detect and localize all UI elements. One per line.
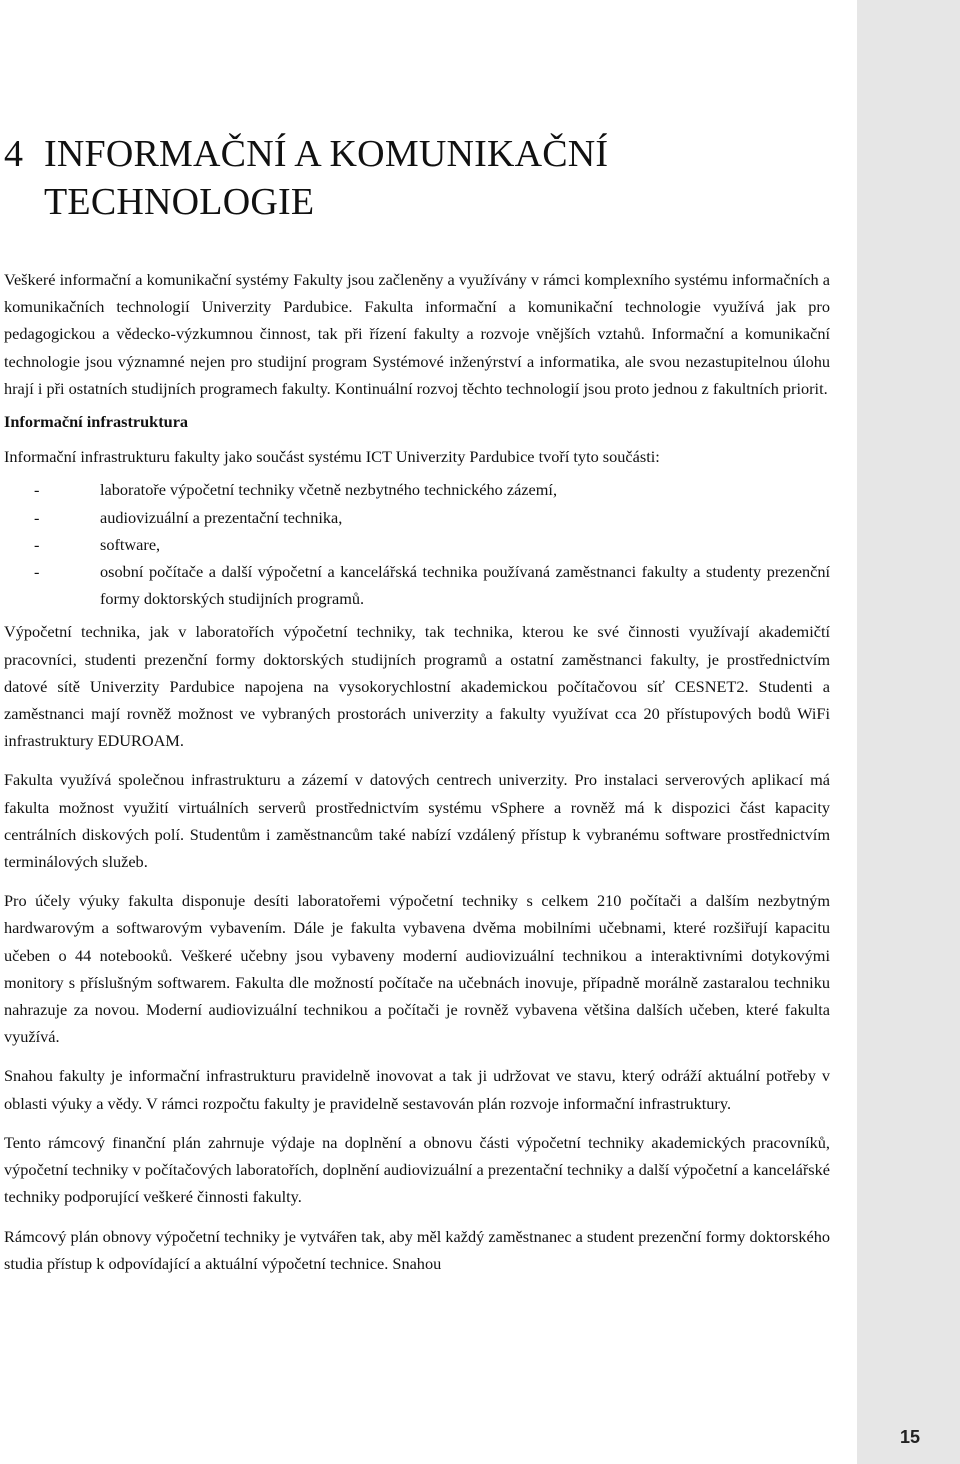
page-margin-strip: [857, 0, 960, 1464]
list-bullet: -: [34, 507, 40, 527]
section-heading: Informační infrastruktura: [4, 412, 189, 432]
chapter-title: [4, 130, 830, 226]
list-item: [4, 531, 830, 558]
intro-paragraph: Veškeré informační a komunikační systémy Fakulty jsou začleněny a využívány v rámci komplexního systému informačních a komunikačních technologií Univerzity Pardubice. Fakulta informační a komunikační technologie využívá jak pro pedagogickou a vědecko-výzkumnou činnost, tak při řízení fakulty a rozvoje vnějších vztahů. Informační a komunikační technologie jsou významné nejen pro studijní program Systémové inženýrství a informatika, ale svou nezastupitelnou úlohu hrají i při ostatních studijních programech fakulty. Kontinuální rozvoj těchto technologií jsou proto jednou z fakultních priorit.: [4, 270, 830, 398]
page-content: [4, 0, 830, 1277]
list-item: [4, 476, 830, 503]
body-paragraph: Snahou fakulty je informační infrastrukturu pravidelně inovovat a tak ji udržovat ve stavu, který odráží aktuální potřeby v oblasti výuky a vědy. V rámci rozpočtu fakulty je pravidelně sestavován plán rozvoje informační infrastruktury.: [4, 1066, 830, 1113]
section-intro: Informační infrastrukturu fakulty jako součást systému ICT Univerzity Pardubice tvoří tyto součásti:: [4, 447, 660, 467]
list-item: [4, 504, 830, 531]
chapter-title-text: INFORMAČNÍ A KOMUNIKAČNÍ TECHNOLOGIE: [44, 133, 609, 223]
list-bullet: -: [34, 480, 40, 500]
list-item-text: audiovizuální a prezentační technika,: [100, 507, 343, 527]
body-paragraph: Tento rámcový finanční plán zahrnuje výdaje na doplnění a obnovu části výpočetní techniky akademických pracovníků, výpočetní techniky v počítačových laboratořích, doplnění audiovizuální a prezentační techniky a další výpočetní a kancelářské techniky podporující veškeré činnosti fakulty.: [4, 1132, 830, 1207]
list-item-text: laboratoře výpočetní techniky včetně nezbytného technického zázemí,: [100, 480, 558, 500]
list-item: [4, 558, 830, 612]
chapter-number: 4: [4, 133, 24, 175]
list-item-text: software,: [100, 534, 161, 554]
list-bullet: -: [34, 534, 40, 554]
component-list: [4, 476, 830, 612]
body-paragraph: Pro účely výuky fakulta disponuje desíti laboratořemi výpočetní techniky s celkem 210 počítači a dalším nezbytným hardwarovým a softwarovým vybavením. Dále je fakulta vybavena dvěma mobilními učebnami, které rozšiřují kapacitu učeben o 44 notebooků. Veškeré učebny jsou vybaveny moderní audiovizuální technikou a interaktivními dotykovými monitory s příslušným softwarem. Fakulta dle možností počítače na učebnách inovuje, případně morálně zastaralou techniku nahrazuje za novou. Moderní audiovizuální technikou a počítači je rovněž vybavena většina dalších učeben, které fakulta využívá.: [4, 891, 830, 1047]
body-paragraph: Výpočetní technika, jak v laboratořích výpočetní techniky, tak technika, kterou ke své činnosti využívají akademičtí pracovníci, studenti prezenční formy doktorských studijních programů a ostatní zaměstnanci fakulty, je prostřednictvím datové sítě Univerzity Pardubice napojena na vysokorychlostní akademickou počítačovou síť CESNET2. Studenti a zaměstnanci mají rovněž možnost ve vybraných prostorách univerzity a fakulty využívat cca 20 přístupových bodů WiFi infrastruktury EDUROAM.: [4, 622, 830, 751]
page-number: 15: [899, 1427, 920, 1447]
list-bullet: -: [34, 562, 40, 582]
body-paragraph: Rámcový plán obnovy výpočetní techniky je vytvářen tak, aby měl každý zaměstnanec a student prezenční formy doktorského studia přístup k odpovídající a aktuální výpočetní technice. Snahou: [4, 1226, 830, 1273]
body-paragraph: Fakulta využívá společnou infrastrukturu a zázemí v datových centrech univerzity. Pro instalaci serverových aplikací má fakulta možnost využití virtuálních serverů prostřednictvím systému vSphere a rovněž má k dispozici část kapacity centrálních diskových polí. Studentům i zaměstnancům také nabízí vzdálený přístup k vybranému software prostřednictvím terminálových služeb.: [4, 770, 830, 872]
list-item-text: osobní počítače a další výpočetní a kancelářská technika používaná zaměstnanci fakulty a studenty prezenční formy doktorských studijních programů.: [100, 562, 830, 609]
